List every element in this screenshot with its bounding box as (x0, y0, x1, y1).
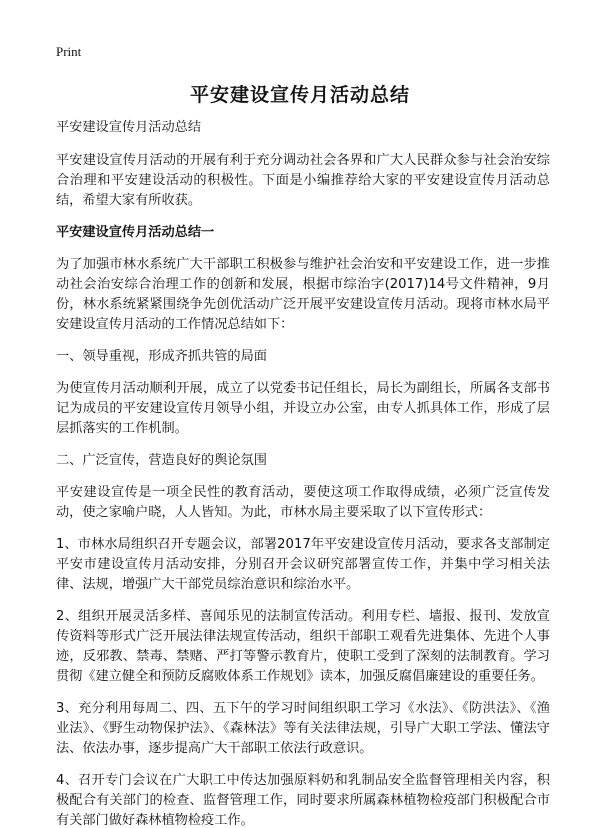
intro-paragraph: 平安建设宣传月活动的开展有利于充分调动社会各界和广大人民群众参与社会治安综合治理和平安建设活动的积极性。下面是小编推荐给大家的平安建设宣传月活动总结，希望大家有所收获。 (56, 153, 550, 208)
body-paragraph: 平安建设宣传是一项全民性的教育活动，要使这项工作取得成绩，必须广泛宣传发动，使之家喻户晓，人人皆知。为此，市林水局主要采取了以下宣传形式： (56, 485, 550, 520)
body-paragraph: 为了加强市林水系统广大干部职工积极参与维护社会治安和平安建设工作，进一步推动社会治安综合治理工作的创新和发展，根据市综治字(2017)14号文件精神，9月份，林水系统紧紧围绕争先创优活动广泛开展平安建设宣传月活动。现将市林水局平安建设宣传月活动的工作情况总结如下： (56, 257, 550, 332)
list-item: 2、组织开展灵活多样、喜闻乐见的法制宣传活动。利用专栏、墙报、报刊、发放宣传资料等形式广泛开展法律法规宣传活动，组织干部职工观看先进集体、先进个人事迹，反邪教、禁毒、禁赌、严打等警示教育片，使职工受到了深刻的法制教育。学习贯彻《建立健全和预防反腐败体系工作规划》读本，加强反腐倡廉建设的重要任务。 (56, 609, 550, 684)
article-body (56, 118, 550, 828)
list-item: 3、充分利用每周二、四、五下午的学习时间组织职工学习《水法》、《防洪法》、《渔业法》、《野生动物保护法》、《森林法》等有关法律法规，引导广大职工学法、懂法守法、依法办事，逐步提高广大干部职工依法行政意识。 (56, 701, 550, 756)
list-heading-publicity: 二、广泛宣传，营造良好的舆论氛围 (56, 453, 267, 468)
list-item: 1、市林水局组织召开专题会议，部署2017年平安建设宣传月活动，要求各支部制定平安市建设宣传月活动安排，分别召开会议研究部署宣传工作，并集中学习相关法律、法规，增强广大干部党员综治意识和综治水平。 (56, 537, 550, 592)
section-heading: 平安建设宣传月活动总结一 (56, 225, 215, 240)
list-heading-leadership: 一、领导重视，形成齐抓共管的局面 (56, 349, 267, 364)
print-link[interactable]: Print (56, 44, 82, 59)
body-paragraph: 为使宣传月活动顺利开展，成立了以党委书记任组长，局长为副组长，所属各支部书记为成员的平安建设宣传月领导小组，并设立办公室，由专人抓具体工作，形成了层层抓落实的工作机制。 (56, 381, 550, 436)
document-subtitle: 平安建设宣传月活动总结 (56, 120, 202, 135)
page-title: 平安建设宣传月活动总结 (189, 84, 410, 106)
list-item: 4、召开专门会议在广大职工中传达加强原料奶和乳制品安全监督管理相关内容，积极配合有关部门的检查、监督管理工作，同时要求所属森林植物检疫部门积极配合市有关部门做好森林植物检疫工作。 (56, 773, 550, 828)
